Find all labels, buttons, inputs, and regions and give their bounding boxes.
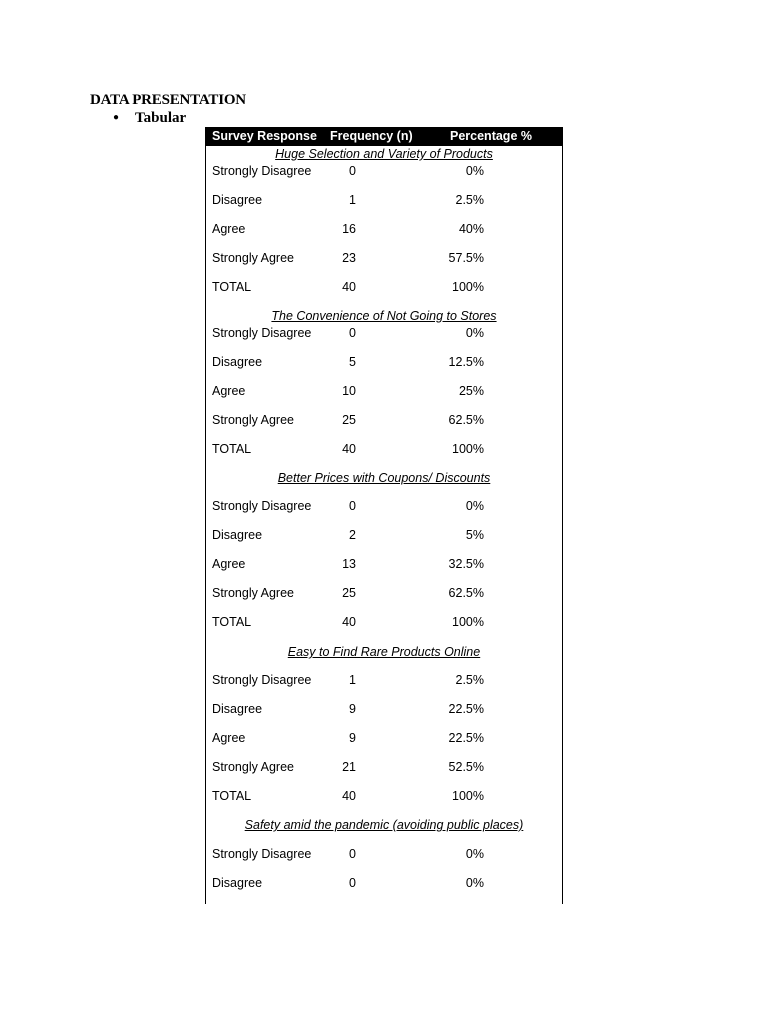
header-percentage: Percentage % bbox=[450, 129, 532, 143]
cell-percentage: 22.5% bbox=[448, 702, 484, 716]
cell-frequency: 0 bbox=[349, 876, 356, 890]
cell-frequency: 0 bbox=[349, 499, 356, 513]
table-row bbox=[206, 193, 562, 211]
section-title: Easy to Find Rare Products Online bbox=[287, 645, 481, 659]
cell-percentage: 0% bbox=[465, 847, 484, 861]
bullet-label: Tabular bbox=[135, 110, 187, 126]
cell-percentage: 40% bbox=[458, 222, 484, 236]
cell-percentage: 2.5% bbox=[455, 193, 484, 207]
table-row bbox=[206, 876, 562, 894]
cell-percentage: 0% bbox=[465, 326, 484, 340]
table-row bbox=[206, 280, 562, 298]
cell-frequency: 40 bbox=[342, 789, 356, 803]
cell-frequency: 0 bbox=[349, 326, 356, 340]
cell-percentage: 62.5% bbox=[448, 586, 484, 600]
cell-response: Strongly Disagree bbox=[212, 847, 312, 861]
cell-response: Strongly Agree bbox=[212, 586, 294, 600]
cell-percentage: 5% bbox=[465, 528, 484, 542]
survey-table bbox=[205, 127, 563, 904]
table-row bbox=[206, 615, 562, 633]
cell-response: TOTAL bbox=[212, 615, 252, 629]
table-row bbox=[206, 355, 562, 373]
table-row bbox=[206, 164, 562, 182]
table-header bbox=[206, 127, 562, 146]
table-row bbox=[206, 586, 562, 604]
cell-frequency: 1 bbox=[349, 193, 356, 207]
table-row bbox=[206, 326, 562, 344]
cell-response: Strongly Agree bbox=[212, 413, 294, 427]
cell-percentage: 25% bbox=[458, 384, 484, 398]
table-row bbox=[206, 760, 562, 778]
section-title: Huge Selection and Variety of Products bbox=[275, 147, 493, 161]
cell-response: TOTAL bbox=[212, 789, 252, 803]
cell-frequency: 25 bbox=[342, 586, 356, 600]
cell-percentage: 100% bbox=[452, 280, 484, 294]
cell-response: Strongly Disagree bbox=[212, 673, 312, 687]
cell-response: Strongly Disagree bbox=[212, 499, 312, 513]
table-row bbox=[206, 673, 562, 691]
cell-percentage: 62.5% bbox=[448, 413, 484, 427]
table-row bbox=[206, 731, 562, 749]
cell-percentage: 0% bbox=[465, 499, 484, 513]
table-row bbox=[206, 528, 562, 546]
cell-percentage: 12.5% bbox=[448, 355, 484, 369]
cell-frequency: 23 bbox=[342, 251, 356, 265]
cell-response: Disagree bbox=[212, 193, 263, 207]
header-survey-response: Survey Response bbox=[212, 129, 317, 143]
table-row bbox=[206, 702, 562, 720]
cell-response: Disagree bbox=[212, 876, 263, 890]
table-row bbox=[206, 384, 562, 402]
cell-frequency: 40 bbox=[342, 615, 356, 629]
cell-percentage: 100% bbox=[452, 789, 484, 803]
cell-frequency: 9 bbox=[349, 702, 356, 716]
cell-frequency: 5 bbox=[349, 355, 356, 369]
table-row bbox=[206, 499, 562, 517]
cell-frequency: 13 bbox=[342, 557, 356, 571]
cell-response: Agree bbox=[212, 557, 246, 571]
cell-percentage: 52.5% bbox=[448, 760, 484, 774]
cell-frequency: 0 bbox=[349, 164, 356, 178]
table-row bbox=[206, 557, 562, 575]
cell-frequency: 40 bbox=[342, 280, 356, 294]
cell-response: Disagree bbox=[212, 355, 263, 369]
cell-frequency: 21 bbox=[342, 760, 356, 774]
cell-frequency: 9 bbox=[349, 731, 356, 745]
cell-frequency: 10 bbox=[342, 384, 356, 398]
cell-percentage: 57.5% bbox=[448, 251, 484, 265]
cell-percentage: 100% bbox=[452, 442, 484, 456]
section-title: Better Prices with Coupons/ Discounts bbox=[277, 471, 491, 485]
cell-percentage: 0% bbox=[465, 164, 484, 178]
cell-frequency: 0 bbox=[349, 847, 356, 861]
cell-response: Disagree bbox=[212, 702, 263, 716]
cell-response: Strongly Disagree bbox=[212, 326, 312, 340]
cell-frequency: 25 bbox=[342, 413, 356, 427]
page-heading: DATA PRESENTATION bbox=[90, 92, 246, 108]
cell-frequency: 1 bbox=[349, 673, 356, 687]
cell-response: Disagree bbox=[212, 528, 263, 542]
cell-frequency: 40 bbox=[342, 442, 356, 456]
cell-response: TOTAL bbox=[212, 280, 252, 294]
cell-response: Strongly Agree bbox=[212, 251, 294, 265]
cell-percentage: 100% bbox=[452, 615, 484, 629]
cell-frequency: 2 bbox=[349, 528, 356, 542]
section-title: Safety amid the pandemic (avoiding public places) bbox=[244, 818, 524, 832]
bullet-item bbox=[113, 110, 186, 127]
cell-response: Agree bbox=[212, 384, 246, 398]
cell-response: Strongly Agree bbox=[212, 760, 294, 774]
table-row bbox=[206, 251, 562, 269]
table-row bbox=[206, 222, 562, 240]
cell-response: Agree bbox=[212, 731, 246, 745]
header-frequency: Frequency (n) bbox=[330, 129, 413, 143]
cell-percentage: 2.5% bbox=[455, 673, 484, 687]
table-row bbox=[206, 442, 562, 460]
table-row bbox=[206, 413, 562, 431]
cell-percentage: 32.5% bbox=[448, 557, 484, 571]
section-title: The Convenience of Not Going to Stores bbox=[271, 309, 497, 323]
cell-response: TOTAL bbox=[212, 442, 252, 456]
cell-response: Strongly Disagree bbox=[212, 164, 312, 178]
cell-frequency: 16 bbox=[342, 222, 356, 236]
cell-percentage: 0% bbox=[465, 876, 484, 890]
cell-response: Agree bbox=[212, 222, 246, 236]
table-row bbox=[206, 789, 562, 807]
cell-percentage: 22.5% bbox=[448, 731, 484, 745]
table-row bbox=[206, 847, 562, 865]
bullet-dot-icon: ● bbox=[113, 112, 120, 123]
